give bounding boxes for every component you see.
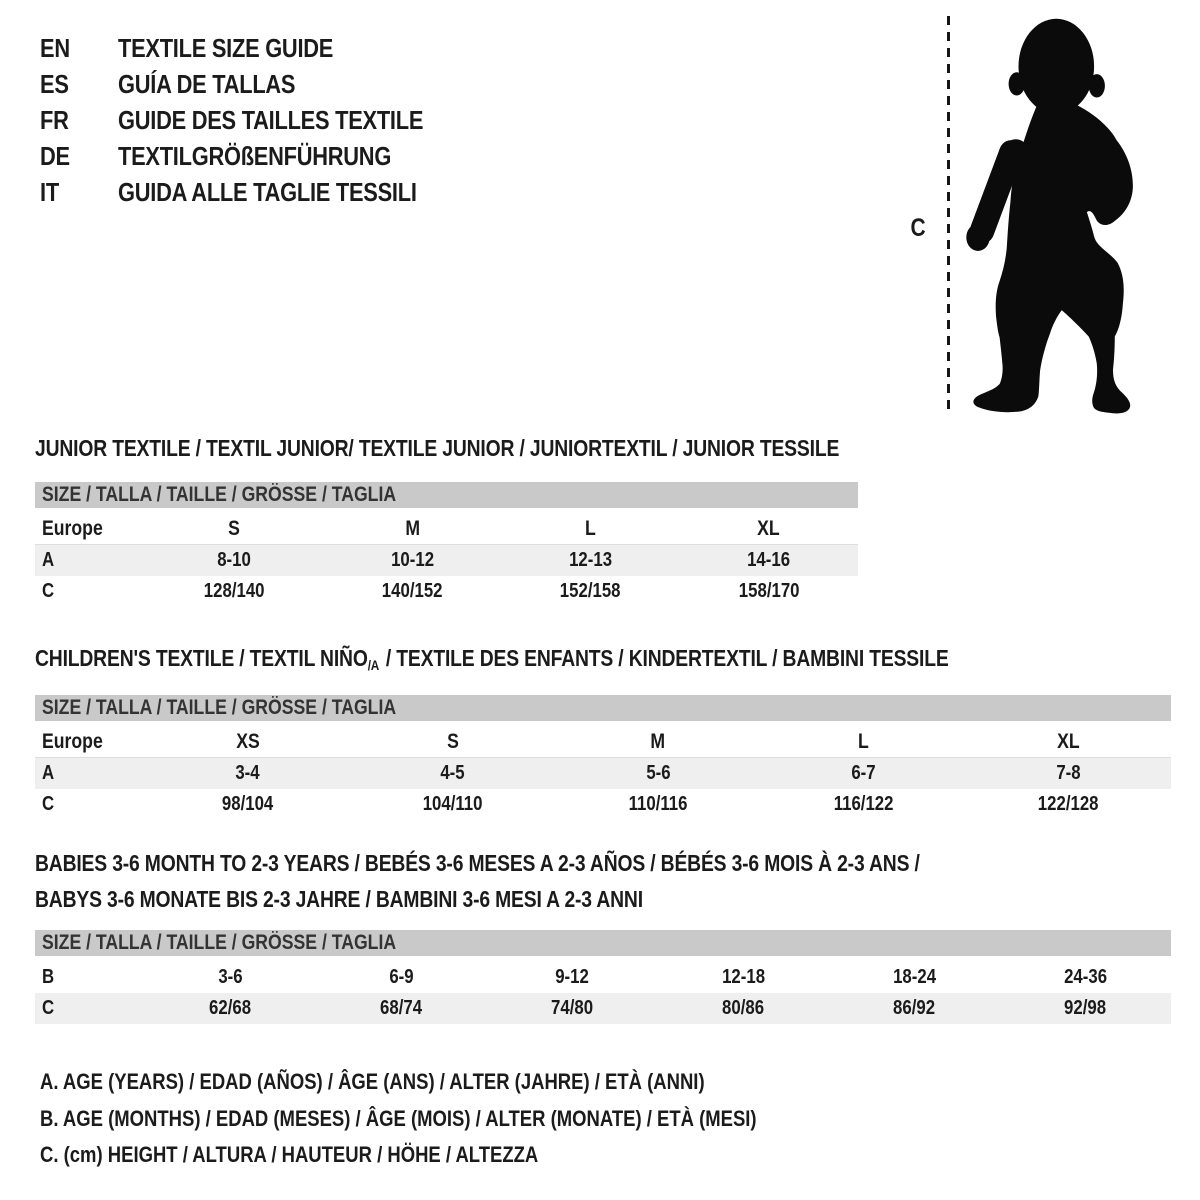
legend-line-c: C. (cm) HEIGHT / ALTURA / HAUTEUR / HÖHE / ALTEZZA xyxy=(40,1142,539,1167)
cell-value: 5-6 xyxy=(645,762,671,784)
cell-value: 6-9 xyxy=(389,966,414,988)
list-item xyxy=(40,138,481,174)
section-junior-textile xyxy=(35,435,992,607)
row-key: C xyxy=(42,580,55,602)
table-row-sizes xyxy=(35,514,858,545)
cell-value: 9-12 xyxy=(555,966,590,988)
language-title: GUIDE DES TAILLES TEXTILE xyxy=(118,104,424,135)
size-col-header: L xyxy=(857,730,869,753)
size-col-header: L xyxy=(585,517,597,540)
section-title: BABIES 3-6 MONTH TO 2-3 YEARS / BEBÉS 3-6 MESES A 2-3 AÑOS / BÉBÉS 3-6 MOIS À 2-3 ANS / BABYS 3-6 MONATE BIS 2-3 JAHRE / BAMBINI 3-6 MESI A 2-3 ANNI xyxy=(35,850,920,912)
row-key: A xyxy=(42,762,55,784)
cell-value: 12-18 xyxy=(722,966,765,988)
cell-value: 4-5 xyxy=(440,762,465,784)
table-row-height xyxy=(35,576,858,607)
size-col-header: XL xyxy=(757,517,781,540)
size-col-header: S xyxy=(228,517,241,540)
cell-value: 128/140 xyxy=(203,580,265,602)
language-code: DE xyxy=(40,140,70,171)
cell-value: 86/92 xyxy=(893,997,936,1019)
table-row-height xyxy=(35,993,1171,1024)
language-title: TEXTILGRÖßENFÜHRUNG xyxy=(118,140,392,171)
table-row-height xyxy=(35,789,1171,820)
children-size-table xyxy=(35,695,1171,820)
language-code: EN xyxy=(40,32,70,63)
height-measure-line xyxy=(947,16,950,416)
section-title: JUNIOR TEXTILE / TEXTIL JUNIOR/ TEXTILE JUNIOR / JUNIORTEXTIL / JUNIOR TESSILE xyxy=(35,435,840,461)
cell-value: 12-13 xyxy=(569,549,613,571)
row-key: A xyxy=(42,549,55,571)
cell-value: 3-4 xyxy=(235,762,260,784)
size-col-header: XL xyxy=(1057,730,1080,753)
language-title: TEXTILE SIZE GUIDE xyxy=(118,32,334,63)
cell-value: 140/152 xyxy=(382,580,443,602)
list-item xyxy=(40,30,481,66)
size-header-bar: SIZE / TALLA / TAILLE / GRÖSSE / TAGLIA xyxy=(35,695,1171,721)
cell-value: 158/170 xyxy=(738,580,800,602)
list-item xyxy=(40,66,481,102)
region-label: Europe xyxy=(42,517,103,540)
region-label: Europe xyxy=(42,730,103,753)
cell-value: 3-6 xyxy=(218,966,243,988)
cell-value: 62/68 xyxy=(209,997,252,1019)
cell-value: 80/86 xyxy=(722,997,765,1019)
cell-value: 8-10 xyxy=(217,549,251,571)
table-row-age xyxy=(35,758,1171,789)
cell-value: 18-24 xyxy=(893,966,936,988)
size-col-header: M xyxy=(405,517,420,540)
table-row-age xyxy=(35,545,858,576)
row-key: C xyxy=(42,997,55,1019)
babies-size-table xyxy=(35,930,1171,1024)
title-subscript: /A xyxy=(367,657,380,673)
section-childrens-textile xyxy=(35,645,1171,820)
cell-value: 122/128 xyxy=(1038,793,1099,815)
cell-value: 6-7 xyxy=(851,762,876,784)
table-row-months xyxy=(35,962,1171,993)
language-title: GUIDA ALLE TAGLIE TESSILI xyxy=(118,176,417,207)
language-list xyxy=(40,30,481,210)
toddler-silhouette-icon xyxy=(960,12,1140,420)
cell-value: 104/110 xyxy=(422,793,483,815)
language-code: IT xyxy=(40,176,59,207)
size-col-header: S xyxy=(446,730,459,753)
height-measure-label: C xyxy=(910,214,926,242)
language-code: FR xyxy=(40,104,69,135)
legend-line-b: B. AGE (MONTHS) / EDAD (MESES) / ÂGE (MOIS) / ALTER (MONATE) / ETÀ (MESI) xyxy=(40,1105,757,1131)
cell-value: 7-8 xyxy=(1056,762,1081,784)
cell-value: 98/104 xyxy=(221,793,274,815)
list-item xyxy=(40,102,481,138)
cell-value: 14-16 xyxy=(747,549,791,571)
table-row-sizes xyxy=(35,727,1171,758)
legend-line-a: A. AGE (YEARS) / EDAD (AÑOS) / ÂGE (ANS) / ALTER (JAHRE) / ETÀ (ANNI) xyxy=(40,1069,705,1094)
junior-size-table xyxy=(35,482,858,607)
size-header-bar: SIZE / TALLA / TAILLE / GRÖSSE / TAGLIA xyxy=(35,482,858,508)
size-col-header: M xyxy=(650,730,666,753)
size-header-bar: SIZE / TALLA / TAILLE / GRÖSSE / TAGLIA xyxy=(35,930,1171,956)
cell-value: 152/158 xyxy=(560,580,621,602)
language-title: GUÍA DE TALLAS xyxy=(118,68,296,99)
cell-value: 92/98 xyxy=(1064,997,1107,1019)
cell-value: 110/116 xyxy=(628,793,688,815)
cell-value: 24-36 xyxy=(1064,966,1107,988)
cell-value: 68/74 xyxy=(380,997,423,1019)
language-code: ES xyxy=(40,68,69,99)
row-key: B xyxy=(42,966,55,988)
size-col-header: XS xyxy=(235,730,260,753)
legend xyxy=(40,1064,893,1174)
cell-value: 74/80 xyxy=(551,997,594,1019)
cell-value: 10-12 xyxy=(390,549,434,571)
list-item xyxy=(40,174,481,210)
cell-value: 116/122 xyxy=(833,793,894,815)
row-key: C xyxy=(42,793,55,815)
section-title: CHILDREN'S TEXTILE / TEXTIL $NIÑO_{/A}$ / TEXTILE DES ENFANTS / KINDERTEXTIL / BAMBINI TESSILE xyxy=(35,645,949,673)
section-babies-textile xyxy=(35,845,1195,1024)
